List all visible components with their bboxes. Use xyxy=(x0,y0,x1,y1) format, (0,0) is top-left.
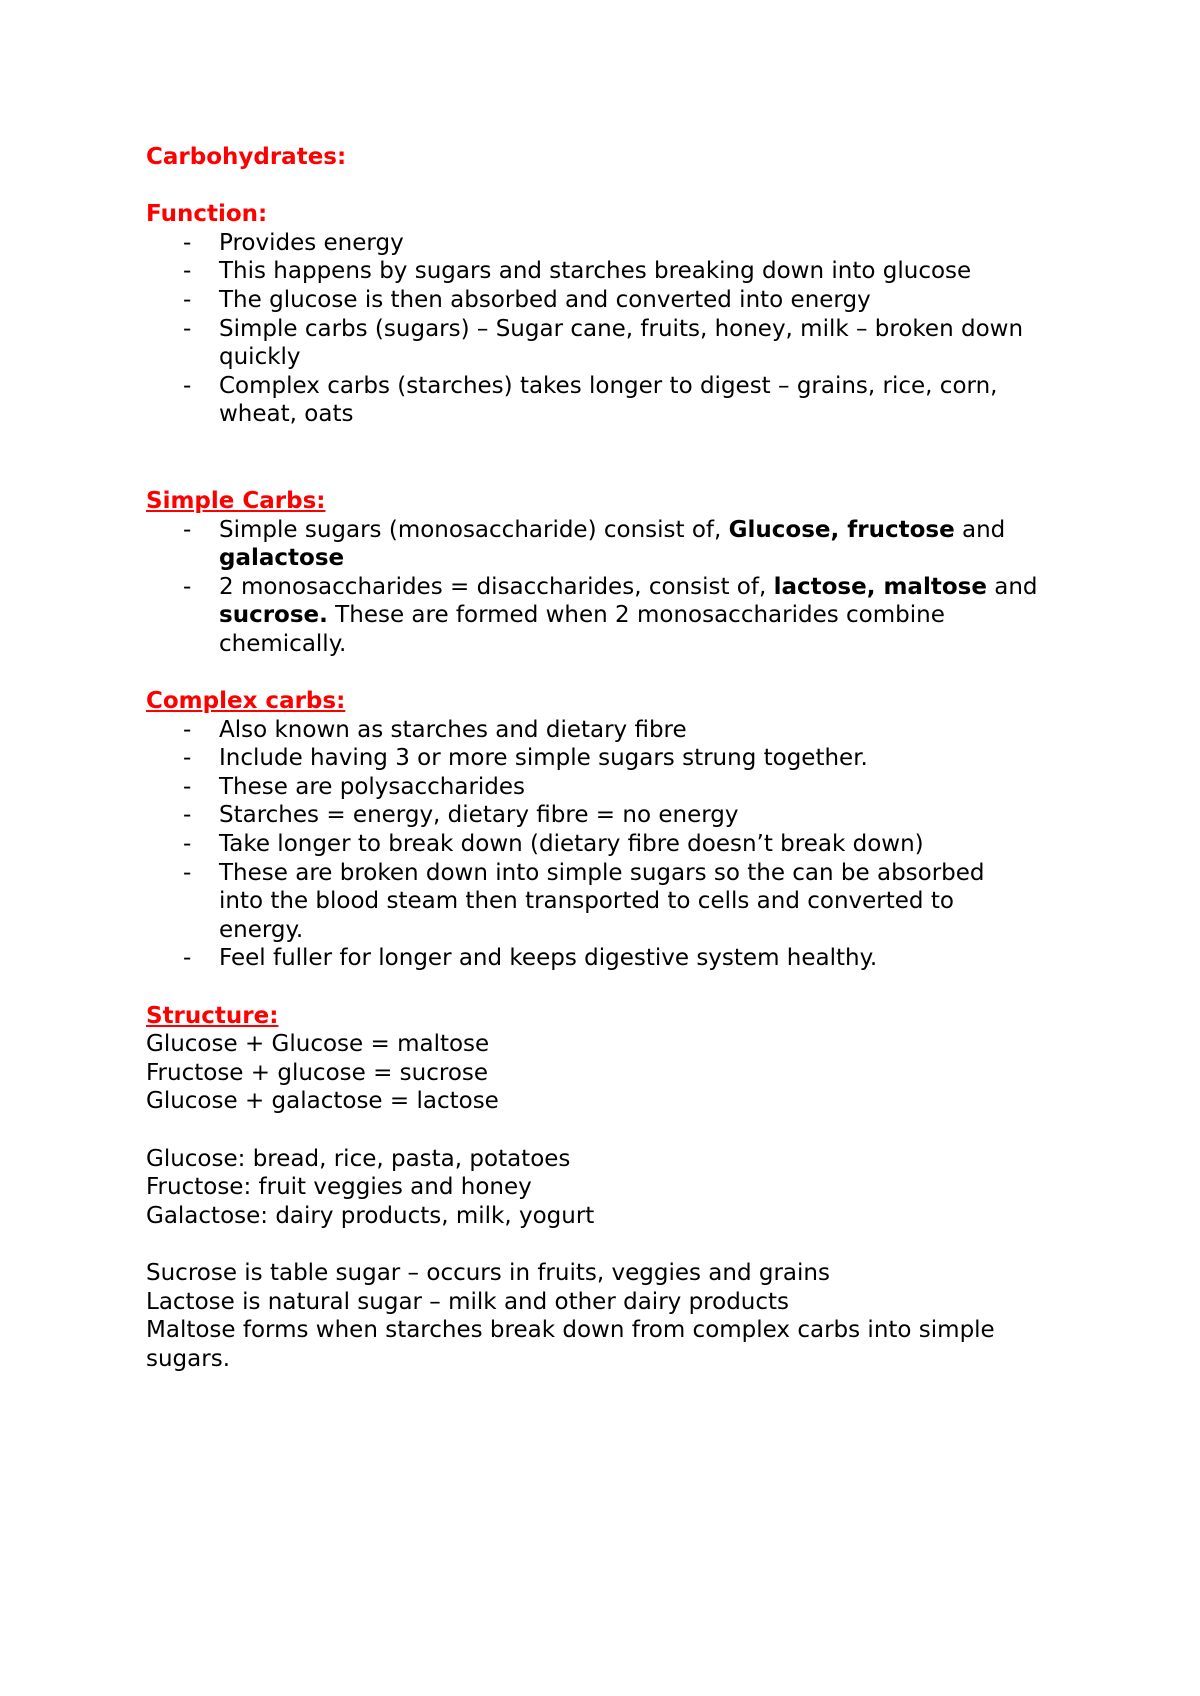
list-item-text: Simple carbs (sugars) – Sugar cane, fruits, honey, milk – broken down quickly xyxy=(219,315,1024,371)
dash-bullet: - xyxy=(183,315,192,342)
list-item-text: These are broken down into simple sugars so the can be absorbed into the blood steam then transported to cells and converted to energy. xyxy=(219,859,985,943)
dash-bullet: - xyxy=(183,516,192,543)
note-line: Lactose is natural sugar – milk and other dairy products xyxy=(146,1288,790,1315)
simple-carbs-heading: Simple Carbs: xyxy=(146,487,326,514)
dash-bullet: - xyxy=(183,372,192,399)
list-item-text: Include having 3 or more simple sugars strung together. xyxy=(219,745,868,772)
dash-bullet: - xyxy=(183,258,192,285)
list-item xyxy=(146,257,1086,286)
dash-bullet: - xyxy=(183,773,192,800)
document-page xyxy=(146,143,1086,1373)
list-item xyxy=(146,773,1086,802)
dash-bullet: - xyxy=(183,859,192,886)
bold-text: sucrose. xyxy=(219,602,328,629)
document-title: Carbohydrates: xyxy=(146,144,347,170)
list-item xyxy=(146,830,1086,859)
equation-line: Glucose + Glucose = maltose xyxy=(146,1031,490,1058)
list-item-text: The glucose is then absorbed and converted into energy xyxy=(219,286,871,313)
list-item-text: Also known as starches and dietary fibre xyxy=(219,716,687,743)
blank-line xyxy=(146,1116,1086,1145)
list-item xyxy=(146,372,1086,429)
list-item-text: and xyxy=(986,573,1038,600)
complex-carbs-heading: Complex carbs: xyxy=(146,688,346,715)
source-line: Galactose: dairy products, milk, yogurt xyxy=(146,1202,595,1229)
list-item-text: These are formed when 2 monosaccharides combine chemically. xyxy=(219,602,945,657)
list-item-text: 2 monosaccharides = disaccharides, consist of, xyxy=(219,573,774,600)
list-item-text: Provides energy xyxy=(219,229,404,256)
bold-text: lactose, maltose xyxy=(773,573,987,600)
blank-line xyxy=(146,429,1086,486)
list-item xyxy=(146,516,1086,573)
list-item-text: Complex carbs (starches) takes longer to digest – grains, rice, corn, wheat, oats xyxy=(219,372,998,428)
function-list xyxy=(146,229,1086,429)
dash-bullet: - xyxy=(183,831,192,858)
list-item-text: This happens by sugars and starches breaking down into glucose xyxy=(219,258,972,285)
list-item xyxy=(146,229,1086,258)
source-line: Fructose: fruit veggies and honey xyxy=(146,1174,532,1201)
function-heading: Function: xyxy=(146,201,268,228)
list-item xyxy=(146,944,1086,973)
list-item xyxy=(146,286,1086,315)
list-item-text: and xyxy=(954,516,1006,543)
note-line: Sucrose is table sugar – occurs in fruits, veggies and grains xyxy=(146,1259,830,1286)
blank-line xyxy=(146,172,1086,201)
bold-text: Glucose, fructose xyxy=(728,516,955,543)
list-item-text: Feel fuller for longer and keeps digestive system healthy. xyxy=(219,945,878,972)
list-item xyxy=(146,744,1086,773)
note-line: Maltose forms when starches break down from complex carbs into simple sugars. xyxy=(146,1317,995,1372)
dash-bullet: - xyxy=(183,286,192,313)
dash-bullet: - xyxy=(183,745,192,772)
simple-carbs-list xyxy=(146,516,1086,659)
list-item-text: Take longer to break down (dietary fibre doesn’t break down) xyxy=(219,831,924,858)
list-item xyxy=(146,716,1086,745)
list-item xyxy=(146,859,1086,945)
list-item-text: These are polysaccharides xyxy=(219,773,526,800)
structure-heading: Structure: xyxy=(146,1002,279,1029)
blank-line xyxy=(146,659,1086,688)
dash-bullet: - xyxy=(183,229,192,256)
complex-carbs-list xyxy=(146,716,1086,973)
list-item xyxy=(146,573,1086,659)
dash-bullet: - xyxy=(183,716,192,743)
equation-line: Fructose + glucose = sucrose xyxy=(146,1059,489,1086)
blank-line xyxy=(146,1230,1086,1259)
dash-bullet: - xyxy=(183,802,192,829)
list-item-text: Simple sugars (monosaccharide) consist of, xyxy=(219,516,729,543)
list-item xyxy=(146,315,1086,372)
blank-line xyxy=(146,973,1086,1002)
source-line: Glucose: bread, rice, pasta, potatoes xyxy=(146,1145,571,1172)
dash-bullet: - xyxy=(183,945,192,972)
list-item-text: Starches = energy, dietary fibre = no energy xyxy=(219,802,739,829)
list-item xyxy=(146,801,1086,830)
dash-bullet: - xyxy=(183,573,192,600)
bold-text: galactose xyxy=(219,545,345,572)
equation-line: Glucose + galactose = lactose xyxy=(146,1088,499,1115)
